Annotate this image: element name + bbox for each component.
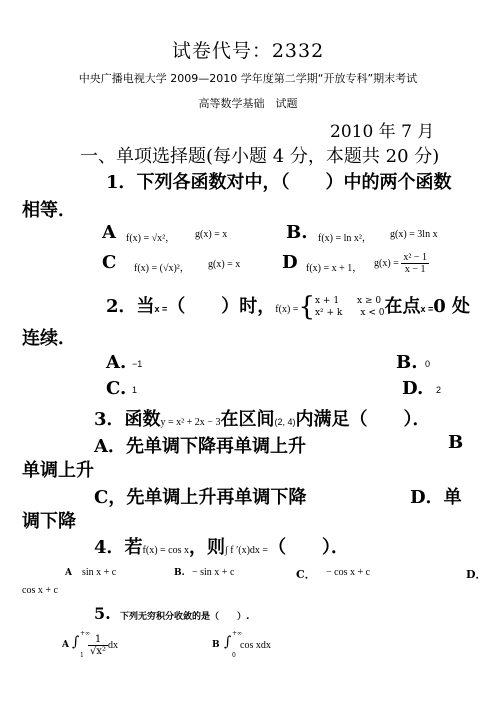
q1-stem: 1．下列各函数对中，（ ）中的两个函数 (106, 172, 452, 193)
fraction-numerator: 1 (88, 634, 108, 646)
q2-x0: x = (154, 304, 168, 314)
q2-suffix-b: 0 处 (433, 296, 471, 317)
q2-case1: x + 1 x ≥ 0 (314, 296, 382, 306)
q4-integral: ∫ f ′(x)dx = (225, 545, 269, 556)
q3-stem (94, 405, 430, 431)
q2-option-b-label: B. (396, 352, 418, 373)
q4-option-b-label: B. (174, 568, 185, 578)
q1-option-c-label: C (102, 252, 117, 273)
q4-stem (94, 533, 349, 559)
q1-option-c-f: f(x) = (√x)²， (134, 263, 190, 274)
q4-mid: ，则 (189, 537, 225, 558)
q2-option-a-label: A. (106, 352, 127, 373)
q5-option-b-label: B (212, 640, 220, 650)
q4-option-a-value: sin x + c (82, 567, 117, 578)
exam-code-title: 试卷代号：2332 (171, 40, 325, 62)
fraction-numerator: x² − 1 (403, 252, 427, 263)
q3-mid: 在区间 (220, 409, 275, 430)
q5-b-lower-limit: 0 (232, 652, 236, 659)
q2-option-d-value: 2 (436, 385, 442, 395)
q2-option-d-label: D. (402, 378, 424, 399)
q2-prefix: 2．当 (106, 296, 155, 317)
q1-option-a-g: g(x) = x (195, 229, 228, 240)
q5-number: 5. (94, 604, 111, 623)
exam-date: 2010 年 7 月 (330, 122, 435, 142)
q1-option-d-label: D (282, 252, 298, 273)
q1-option-d-g (374, 252, 429, 275)
q2-stem-cont: 连续． (22, 328, 76, 349)
q5-a-fraction (88, 634, 108, 657)
q4-option-c-label: C． (296, 568, 316, 581)
brace-icon: { (298, 292, 315, 322)
q4-given: f(x) = cos x (142, 545, 189, 556)
q3-option-a: A．先单调下降再单调上升 (94, 436, 306, 457)
q5-a-upper-limit: +∞ (80, 630, 91, 637)
q1-option-d-f: f(x) = x + 1， (306, 263, 363, 274)
q1-option-d-g-prefix: g(x) = (374, 258, 399, 269)
q4-option-a-label: A (65, 568, 72, 578)
q1-option-b-label: B. (286, 222, 308, 243)
integral-icon: ∫ (72, 634, 80, 650)
q2-piecewise (315, 295, 384, 319)
course-title: 高等数学基础 试题 (198, 97, 298, 110)
q5-b-body: cos xdx (240, 640, 271, 651)
q2-case2: x² + k x < 0 (314, 308, 385, 318)
q3-prefix: 3．函数 (94, 409, 161, 430)
q3-interval: (2, 4) (274, 417, 296, 427)
q3-option-b-text: 单调上升 (22, 460, 94, 481)
q3-function: y = x² + 2x − 3 (160, 417, 221, 428)
q3-suffix: 内满足（ ）． (295, 409, 431, 430)
q1-option-b-f: f(x) = ln x²， (318, 233, 372, 244)
q5-a-lower-limit: 1 (80, 652, 84, 659)
q3-option-b-label: B (448, 432, 464, 453)
institution-line: 中央广播电视大学 2009—2010 学年度第二学期“开放专科”期末考试 (78, 72, 418, 85)
q1-stem-cont: 相等． (22, 200, 76, 221)
q4-option-d-value: cos x + c (22, 585, 58, 596)
q2-mid: （ ）时， (167, 296, 276, 317)
q5-stem: 下列无穷积分收敛的是（ ）. (120, 612, 250, 622)
q4-prefix: 4．若 (94, 537, 143, 558)
q1-option-a-f: f(x) = √x²， (126, 233, 176, 244)
q5-b-upper-limit: +∞ (232, 630, 243, 637)
q3-option-d-text: 调下降 (22, 511, 76, 532)
q2-fx: f(x) = (275, 304, 299, 315)
q2-option-a-value: −1 (132, 359, 143, 369)
q2-suffix-a: 在点 (384, 296, 421, 317)
q4-option-b-value: − sin x + c (192, 567, 235, 578)
q1-option-d-fraction (401, 252, 429, 275)
q1-option-b-g: g(x) = 3ln x (390, 229, 438, 240)
q2-option-c-value: 1 (132, 385, 138, 395)
q1-option-c-g: g(x) = x (208, 259, 241, 270)
q2-stem (106, 292, 470, 320)
q3-option-d-label: D．单 (410, 487, 462, 508)
q2-option-b-value: 0 (425, 359, 431, 369)
q5-option-a-label: A (62, 640, 69, 650)
q2-option-c-label: C. (106, 378, 127, 399)
q1-option-a-label: A (102, 222, 116, 243)
section-heading: 一、单项选择题(每小题 4 分，本题共 20 分) (80, 146, 440, 167)
q4-suffix: （ ）． (268, 537, 350, 558)
q3-option-c: C，先单调上升再单调下降 (94, 487, 307, 508)
fraction-denominator: x − 1 (404, 264, 426, 275)
fraction-denominator: √x² (90, 646, 107, 657)
q4-option-c-value: − cos x + c (326, 567, 371, 578)
q5-a-dx: dx (108, 640, 118, 651)
integral-icon: ∫ (224, 634, 232, 650)
q2-x0b: x = (420, 304, 434, 314)
q4-option-d-label: D． (466, 568, 487, 581)
